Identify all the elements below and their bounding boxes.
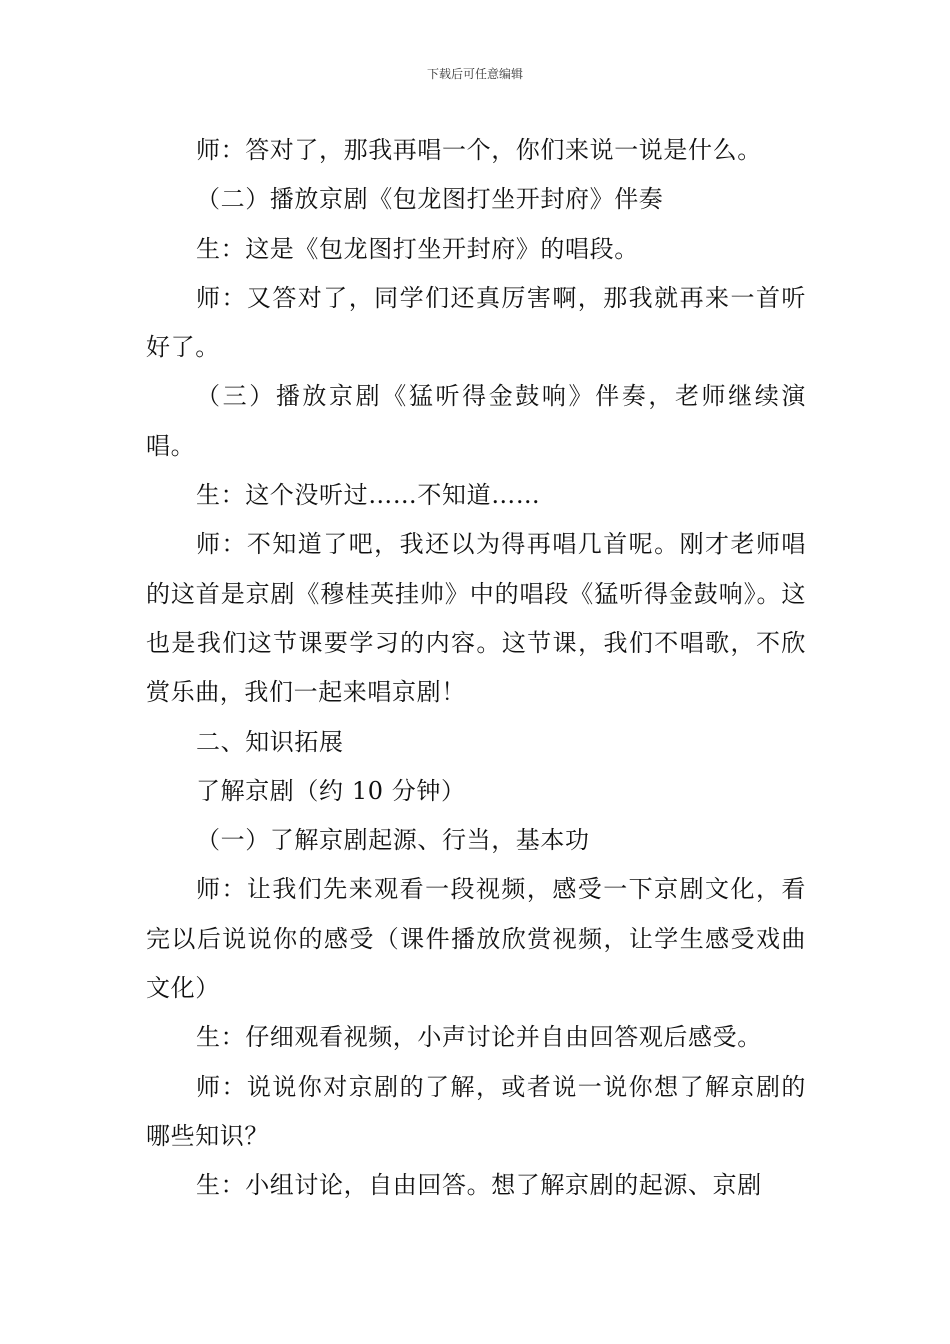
paragraph-14: 生：小组讨论，自由回答。想了解京剧的起源、京剧 <box>196 1171 762 1200</box>
paragraph-10: （一）了解京剧起源、行当，基本功 <box>196 826 590 855</box>
section-heading: 二、知识拓展 <box>196 727 344 756</box>
page-header: 下载后可任意编辑 <box>426 67 523 81</box>
document-body <box>146 126 806 1211</box>
paragraph-6: 生：这个没听过……不知道…… <box>196 481 541 510</box>
paragraph-12: 生：仔细观看视频，小声讨论并自由回答观后感受。 <box>196 1023 762 1052</box>
paragraph-4: 师：又答对了，同学们还真厉害啊，那我就再来一首听好了。 <box>146 283 806 362</box>
paragraph-11: 师：让我们先来观看一段视频，感受一下京剧文化，看完以后说说你的感受（课件播放欣赏视频，让学生感受戏曲文化） <box>146 875 806 1003</box>
paragraph-5: （三）播放京剧《猛听得金鼓响》伴奏，老师继续演唱。 <box>146 382 806 460</box>
paragraph-1: 师：答对了，那我再唱一个，你们来说一说是什么。 <box>196 136 762 164</box>
paragraph-3: 生：这是《包龙图打坐开封府》的唱段。 <box>196 234 639 263</box>
paragraph-7: 师：不知道了吧，我还以为得再唱几首呢。刚才老师唱的这首是京剧《穆桂英挂帅》中的唱段《猛听得金鼓响》。这也是我们这节课要学习的内容。这节课，我们不唱歌，不欣赏乐曲，我们一起来唱京剧！ <box>146 530 806 707</box>
paragraph-2: （二）播放京剧《包龙图打坐开封府》伴奏 <box>196 185 664 214</box>
paragraph-13: 师：说说你对京剧的了解，或者说一说你想了解京剧的哪些知识？ <box>146 1072 806 1150</box>
subsection-heading: 了解京剧（约 10 分钟） <box>196 776 466 805</box>
